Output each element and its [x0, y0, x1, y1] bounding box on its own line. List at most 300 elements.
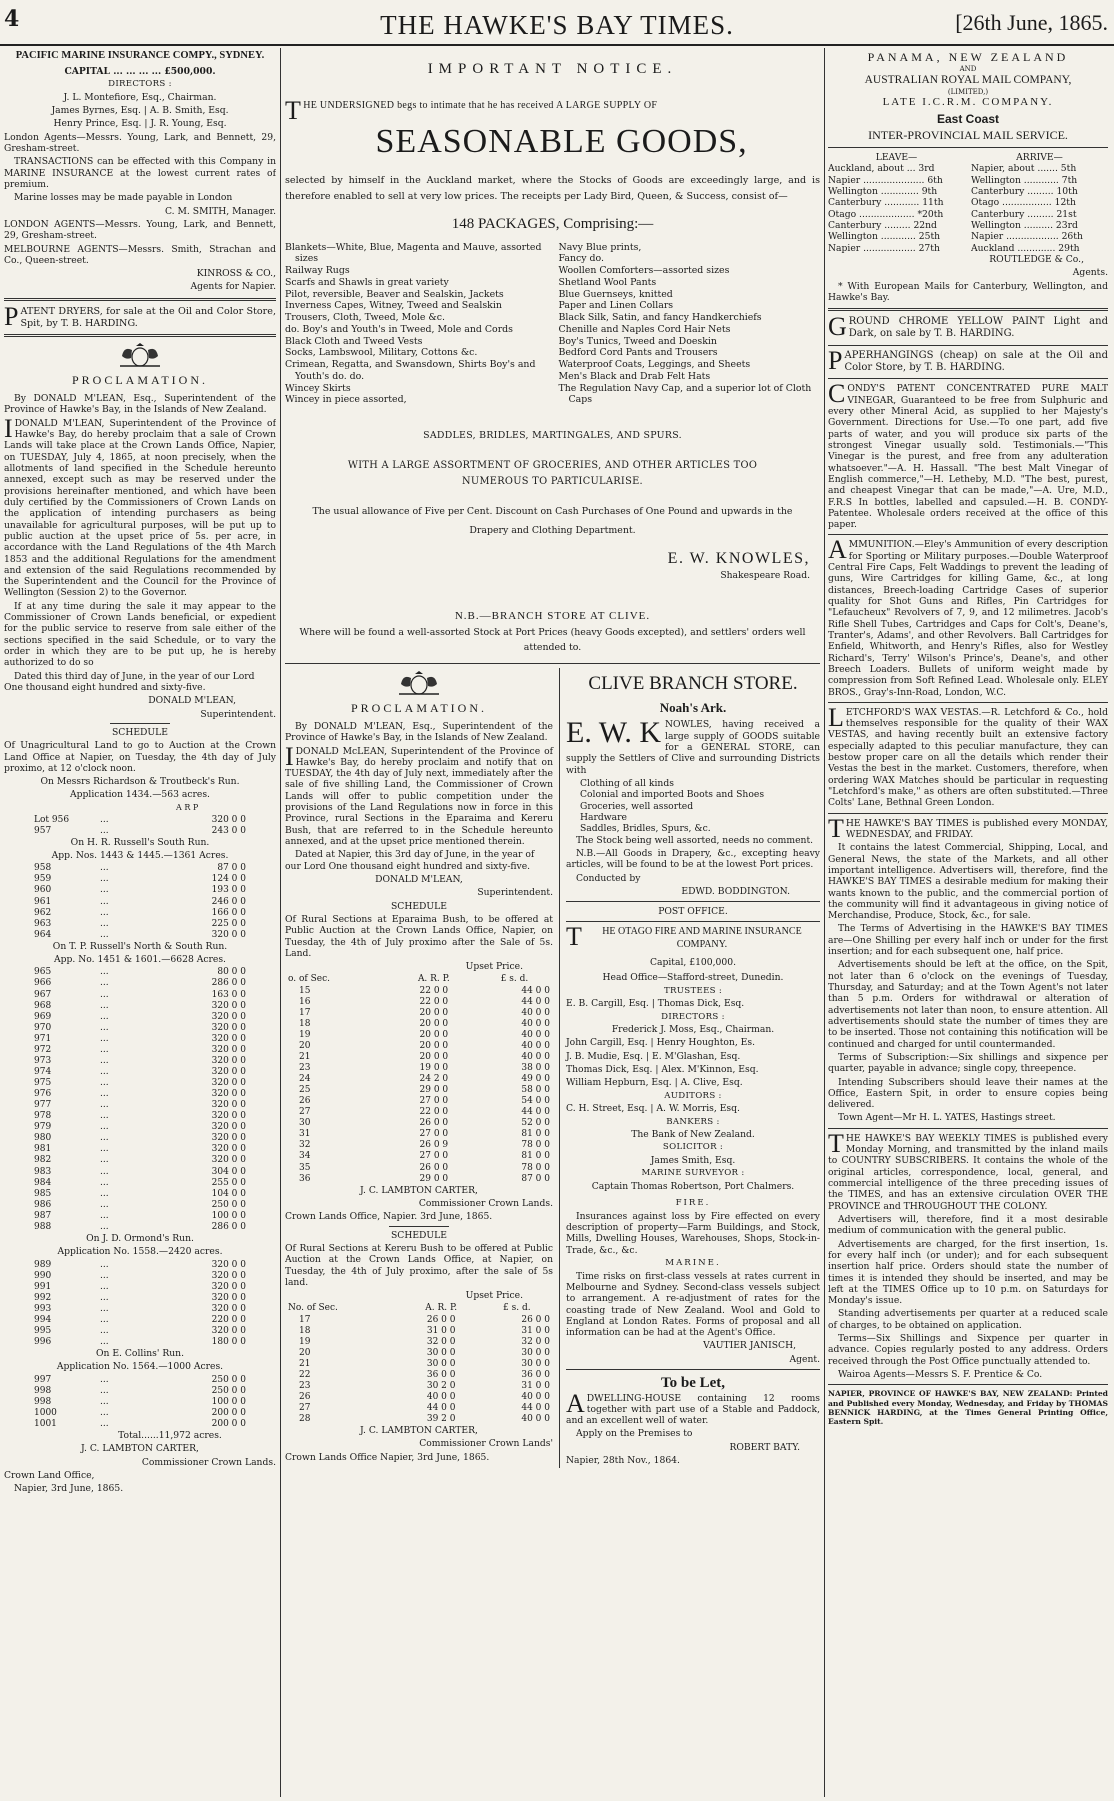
lot-acres: 100 0 0	[211, 1396, 246, 1407]
table-row	[4, 1178, 249, 1189]
surveyor-heading: MARINE SURVEYOR :	[641, 1168, 745, 1179]
run-heading: On H. R. Russell's South Run.	[70, 836, 210, 848]
table-row	[4, 967, 249, 978]
lot-acres: 320 0 0	[211, 1281, 246, 1292]
section-price: 40 0 0	[521, 1414, 550, 1425]
auditors-line: C. H. Street, Esq. | A. W. Morris, Esq.	[566, 1103, 740, 1115]
noahs-ark: Noah's Ark.	[659, 699, 727, 715]
to-let-apply: Apply on the Premises to	[576, 1428, 693, 1440]
signature-title: Superintendent.	[200, 708, 276, 720]
signature-title: Superintendent.	[477, 887, 553, 899]
otago-title: THE OTAGO FIRE AND MARINE INSURANCE COMPANY.	[566, 922, 802, 952]
lot-acres: 220 0 0	[211, 1314, 246, 1325]
table-row	[4, 1056, 249, 1067]
section-number: 17	[299, 1007, 311, 1018]
table-row	[4, 1078, 249, 1089]
lower-middle-right	[566, 668, 820, 1468]
section-number: 36	[299, 1173, 311, 1184]
lot-acres: 320 0 0	[211, 1111, 246, 1122]
lot-number: 968	[34, 1000, 52, 1011]
lot-dots: ...	[100, 1166, 109, 1177]
commissioner-title: Commissioner Crown Lands.	[418, 1197, 553, 1209]
goods-item: Paper and Linen Collars	[558, 300, 674, 312]
table-row	[4, 815, 249, 826]
shakespeare-road: Shakespeare Road.	[720, 570, 810, 582]
lot-dots: ...	[100, 874, 109, 885]
lot-number: 981	[34, 1144, 52, 1155]
bank: The Bank of New Zealand.	[631, 1129, 755, 1141]
section-area: 27 0 0	[419, 1096, 449, 1107]
lot-dots: ...	[100, 1199, 109, 1210]
table-row	[285, 1063, 553, 1074]
leave-arrive-heads	[828, 152, 1108, 163]
goods-item: Black Silk, Satin, and fancy Handkerchiefs	[558, 312, 762, 324]
goods-item: Boy's Tunics, Tweed and Doeskin	[558, 335, 717, 347]
table-row	[285, 1163, 553, 1174]
notice-heading: IMPORTANT NOTICE.	[427, 61, 678, 77]
lot-dots: ...	[100, 1336, 109, 1347]
table-row	[4, 1012, 249, 1023]
table-row	[4, 885, 249, 896]
section-area: 26 0 0	[419, 1118, 449, 1129]
section-area: 22 0 0	[419, 1107, 449, 1118]
to-let-ad	[566, 1374, 820, 1466]
table-row	[4, 930, 249, 941]
lot-acres: 163 0 0	[211, 989, 246, 1000]
times-terms	[828, 813, 1108, 1124]
clive-item: Clothing of all kinds	[580, 778, 674, 790]
section-area: 32 0 0	[426, 1336, 456, 1347]
clive-item: Groceries, well assorted	[580, 800, 694, 812]
leave-cell: Canterbury ............ 11th	[828, 197, 944, 209]
arrive-cell: Wellington .......... 23rd	[971, 220, 1078, 231]
condy-vinegar-ad: CONDY'S PATENT CONCENTRATED PURE MALT VINEGAR, Guaranteed to be free from Sulphuric and every other Mineral Acid, as supplied to her Majesty's Government. Directions for Use.—To one part, add five parts of water, and you will produce six parts of the strongest Vinegar usually sold. Testimonials.—"This Vinegar is the purest, and free from any adulteration whatsoever."—A. H. Hassall. "The best Malt Vinegar of English commerce,"—H. Letheby, M.D. "The best, purest, and cheapest Vinegar that can be made,"—A. Ure, M.D., F.R.S In bottles, labelled and capsuled.—H. B. CONDY-Patentee. Wholesale orders received at the office of this paper.	[828, 379, 1108, 531]
weekly-times	[828, 1128, 1108, 1381]
lot-dots: ...	[100, 1089, 109, 1100]
lots-table	[4, 967, 249, 1233]
lot-acres: 104 0 0	[211, 1188, 246, 1199]
goods-item: The Regulation Navy Cap, and a superior lot of Cloth Caps	[558, 382, 812, 406]
seasonable-goods: SEASONABLE GOODS,	[375, 122, 748, 160]
lot-number: 984	[34, 1177, 52, 1188]
lot-number: 979	[34, 1122, 52, 1133]
goods-item: Wincey in piece assorted,	[285, 394, 407, 406]
lot-dots: ...	[100, 1033, 109, 1044]
schedule-heading: SCHEDULE	[391, 1229, 447, 1241]
section-number: 23	[299, 1380, 311, 1391]
lot-number: 994	[34, 1314, 52, 1325]
lot-number: 972	[34, 1044, 52, 1055]
schedule-heading: SCHEDULE	[391, 900, 447, 912]
divider	[828, 1128, 1108, 1129]
lot-dots: ...	[100, 1177, 109, 1188]
lot-acres: 243 0 0	[211, 825, 246, 836]
section-number: 20	[299, 1347, 311, 1358]
lot-dots: ...	[100, 1100, 109, 1111]
lot-number: 977	[34, 1100, 52, 1111]
divider	[828, 147, 1108, 148]
section-price: 36 0 0	[521, 1369, 550, 1380]
marine-body: Time risks on first-class vessels at rates current in Melbourne and Sydney. Second-class vessels subject to arrangement. A re-adjustment of rates for the coasting trade of New Zealand. Wool and Gold to England at London Rates. Forms of proposal and all information can be had at the Agent's Office.	[566, 1270, 820, 1339]
royal-crest-icon	[118, 342, 162, 368]
proclamation-by: By DONALD M'LEAN, Esq., Superintendent of the Province of Hawke's Bay, in the Islands of New Zealand.	[285, 720, 553, 744]
section-area: 20 0 0	[419, 1018, 449, 1029]
london-agents: London Agents—Messrs. Young, Lark, and Bennett, 29, Gresham-street.	[4, 131, 276, 155]
goods-item: Scarfs and Shawls in great variety	[285, 276, 449, 288]
divider	[389, 1226, 449, 1227]
table-row	[4, 897, 249, 908]
otago-capital: Capital, £100,000.	[649, 957, 737, 969]
clive-nb: N.B.—All Goods in Drapery, &c., excepting heavy articles, will be found to be at the lowest Port prices.	[566, 847, 820, 871]
table-row	[4, 1222, 249, 1233]
table-row	[285, 1348, 553, 1359]
divider	[566, 1369, 820, 1370]
section-number: 25	[299, 1085, 311, 1096]
section-number: 21	[299, 1358, 311, 1369]
lot-number: 976	[34, 1089, 52, 1100]
table-row	[4, 1386, 249, 1397]
lot-acres: 250 0 0	[211, 1385, 246, 1396]
table-row	[285, 1140, 553, 1151]
chairman: J. L. Montefiore, Esq., Chairman.	[63, 91, 217, 103]
lot-acres: 250 0 0	[211, 1374, 246, 1385]
lot-acres: 320 0 0	[211, 1011, 246, 1022]
lot-dots: ...	[100, 1022, 109, 1033]
solicitor-heading: SOLICITOR :	[662, 1142, 724, 1153]
section-number: 23	[299, 1062, 311, 1073]
lot-dots: ...	[100, 1374, 109, 1385]
table-row	[4, 1375, 249, 1386]
application-heading: App. Nos. 1443 & 1445.—1361 Acres.	[51, 850, 229, 862]
lot-dots: ...	[100, 1292, 109, 1303]
divider	[828, 813, 1108, 814]
lot-acres: 320 0 0	[211, 1303, 246, 1314]
table-row	[285, 1359, 553, 1370]
lot-dots: ...	[100, 1078, 109, 1089]
divider	[4, 298, 276, 301]
section-number: 18	[299, 1018, 311, 1029]
section-number: 15	[299, 985, 311, 996]
column-left	[4, 50, 276, 1797]
lot-dots: ...	[100, 989, 109, 1000]
lot-dots: ...	[100, 1407, 109, 1418]
table-row	[285, 1337, 553, 1348]
lot-acres: 100 0 0	[211, 1210, 246, 1221]
patent-dryers-ad: PATENT DRYERS, for sale at the Oil and Color Store, Spit, by T. B. HARDING.	[4, 301, 276, 331]
lot-dots: ...	[100, 1314, 109, 1325]
arrive-cell: Otago ................. 12th	[971, 197, 1076, 209]
royal-crest-icon	[397, 670, 441, 696]
panama-and: AND	[959, 64, 977, 73]
table-row	[285, 1414, 553, 1425]
signature: DONALD M'LEAN,	[375, 873, 463, 885]
signature: DONALD M'LEAN,	[148, 695, 236, 707]
goods-item: Fancy do.	[558, 253, 604, 265]
table-row	[285, 1392, 553, 1403]
routledge: ROUTLEDGE & Co.,	[989, 253, 1084, 265]
section-price: 40 0 0	[521, 1018, 550, 1029]
mail-row	[828, 163, 1108, 174]
schedule-description: Of Rural Sections at Eparaima Bush, to be offered at Public Auction at the Crown Lands Office, Napier, on Tuesday, the 4th of July proximo after the Sale of 5s. Land.	[285, 913, 553, 959]
section-price: 54 0 0	[521, 1096, 550, 1107]
table-row	[4, 1067, 249, 1078]
panama-limited: (LIMITED,)	[947, 87, 989, 96]
section-number: 26	[299, 1391, 311, 1402]
column-divider	[824, 48, 825, 1797]
goods-item: Shetland Wool Pants	[558, 276, 657, 288]
lot-acres: 320 0 0	[211, 1033, 246, 1044]
section-number: 17	[299, 1314, 311, 1325]
directors-line: Henry Prince, Esq. | J. R. Young, Esq.	[53, 118, 227, 130]
page-number: 4	[4, 6, 20, 32]
arp-header: A R P	[176, 802, 199, 812]
section-price: 81 0 0	[521, 1151, 550, 1162]
table-row	[4, 1111, 249, 1122]
table-row	[4, 1315, 249, 1326]
issue-date: [26th June, 1865.	[955, 10, 1108, 35]
marine-heading: MARINE.	[665, 1258, 721, 1269]
divider	[566, 921, 820, 922]
lot-acres: 320 0 0	[211, 1078, 246, 1089]
lot-dots: ...	[100, 918, 109, 929]
lot-dots: ...	[100, 1221, 109, 1232]
lot-number: 988	[34, 1221, 52, 1232]
lot-acres: 255 0 0	[211, 1177, 246, 1188]
panama-mail-ad	[828, 50, 1108, 303]
times-para: Advertisements should be left at the office, on the Spit, not later than 6 o'clock on the evenings of Tuesday, Thursday, and Saturday; and at the Town Agent's not later than 5 p.m. Orders for withdrawal or alteration of advertisements not later than noon, to ensure attention. All advertisements should state the number of times they are to be inserted. Those not containing this notification will be continued and charged for until countermanded.	[828, 959, 1108, 1050]
ground-chrome-ad: GROUND CHROME YELLOW PAINT Light and Dark, on sale by T. B. HARDING.	[828, 312, 1108, 342]
table-header	[285, 974, 553, 985]
office-date: Napier, 3rd June, 1865.	[14, 1483, 124, 1495]
lot-acres: 286 0 0	[211, 1221, 246, 1232]
trustees-line: E. B. Cargill, Esq. | Thomas Dick, Esq.	[566, 998, 745, 1010]
lot-dots: ...	[100, 814, 109, 825]
lot-number: 987	[34, 1210, 52, 1221]
lot-dots: ...	[100, 1385, 109, 1396]
directors-line: Thomas Dick, Esq. | Alex. M'Kinnon, Esq.	[566, 1064, 759, 1076]
lot-number: 992	[34, 1292, 52, 1303]
chairman: Frederick J. Moss, Esq., Chairman.	[611, 1024, 775, 1036]
table-row	[4, 874, 249, 885]
lot-number: 983	[34, 1166, 52, 1177]
table-row	[285, 1041, 553, 1052]
column-right	[828, 50, 1108, 1797]
goods-list-left	[285, 242, 547, 407]
proclamation-dated: Dated at Napier, this 3rd day of June, in the year of our Lord One thousand eight hundred and sixty-five.	[285, 849, 535, 872]
lot-number: 974	[34, 1066, 52, 1077]
table-row	[285, 1107, 553, 1118]
section-area: 30 0 0	[426, 1358, 456, 1369]
leave-cell: Canterbury ......... 22nd	[828, 220, 937, 231]
weekly-para: Advertisers will, therefore, find it a most desirable medium of communication with the general public.	[828, 1213, 1108, 1237]
lot-dots: ...	[100, 1210, 109, 1221]
table-row	[4, 863, 249, 874]
table-row	[4, 990, 249, 1001]
directors-line: James Byrnes, Esq. | A. B. Smith, Esq.	[51, 105, 229, 117]
goods-item: Navy Blue prints,	[558, 241, 642, 253]
lot-acres: 286 0 0	[211, 978, 246, 989]
lot-number: 1001	[34, 1418, 57, 1429]
lot-dots: ...	[100, 1055, 109, 1066]
groceries-line: WITH A LARGE ASSORTMENT OF GROCERIES, AND OTHER ARTICLES TOO NUMEROUS TO PARTICULARISE.	[347, 459, 758, 488]
section-price: 49 0 0	[521, 1074, 550, 1085]
table-row	[4, 1189, 249, 1200]
section-price: 44 0 0	[521, 1403, 550, 1414]
section-number: 21	[299, 1051, 311, 1062]
lot-number: 957	[34, 825, 52, 836]
table-row	[285, 1129, 553, 1140]
weekly-para: Terms—Six Shillings and Sixpence per quarter in advance. Copies regularly posted to any address. Orders received through the Post Office punctually attended to.	[828, 1333, 1108, 1367]
marine-losses: Marine losses may be made payable in London	[14, 192, 233, 204]
divider	[828, 345, 1108, 346]
directors-heading: DIRECTORS :	[108, 79, 172, 90]
to-let-date: Napier, 28th Nov., 1864.	[566, 1455, 680, 1467]
lot-acres: 320 0 0	[211, 1325, 246, 1336]
times-para: It contains the latest Commercial, Shipping, Local, and General News, the state of the Markets, and all other important intelligence. Advertisers will, therefore, find the HAWKE'S BAY TIMES a desirable medium for making their wants known to the public, and the commercial portion of the community will find it advantageous in giving notice of Merchandise, Produce, Stock, &c., for sale.	[828, 842, 1108, 922]
melbourne-agents: MELBOURNE AGENTS—Messrs. Smith, Strachan and Co., Queen-street.	[4, 243, 276, 266]
lot-number: 961	[34, 896, 52, 907]
office-line: Crown Lands Office, Napier. 3rd June, 1865.	[285, 1211, 493, 1223]
lot-acres: 320 0 0	[211, 1259, 246, 1270]
table-row	[4, 1271, 249, 1282]
section-area: 19 0 0	[419, 1062, 449, 1073]
run-heading: On E. Collins' Run.	[95, 1348, 185, 1360]
lot-dots: ...	[100, 1066, 109, 1077]
panama-aus: AUSTRALIAN ROYAL MAIL COMPANY,	[864, 74, 1072, 87]
paperhangings-ad: PAPERHANGINGS (cheap) on sale at the Oil and Color Store, by T. B. HARDING.	[828, 345, 1108, 375]
solicitor: James Smith, Esq.	[650, 1155, 736, 1167]
table-row	[285, 1019, 553, 1030]
weekly-para: Standing advertisements per quarter at a reduced scale of charges, to be obtained on application.	[828, 1308, 1108, 1331]
section-area: 20 0 0	[419, 1007, 449, 1018]
table-row	[4, 1408, 249, 1419]
section-area: 27 0 0	[419, 1151, 449, 1162]
table-row	[285, 1008, 553, 1019]
section-number: 27	[299, 1403, 311, 1414]
proclamation-dated: Dated this third day of June, in the year of our Lord One thousand eight hundred and sixty-five.	[4, 670, 255, 693]
commissioner-name: J. C. LAMBTON CARTER,	[81, 1443, 199, 1455]
section-price: 40 0 0	[521, 1007, 550, 1018]
section-area: 26 0 9	[419, 1140, 449, 1151]
section-number: 27	[299, 1107, 311, 1118]
lot-dots: ...	[100, 1418, 109, 1429]
lot-number: 970	[34, 1022, 52, 1033]
section-area: 20 0 0	[419, 1040, 449, 1051]
lot-acres: 320 0 0	[211, 1270, 246, 1281]
section-number: 35	[299, 1162, 311, 1173]
arrive-cell: Napier, about ....... 5th	[971, 163, 1077, 175]
office-line: Crown Lands Office Napier, 3rd June, 1865.	[285, 1451, 490, 1463]
clive-branch-ad	[566, 672, 820, 897]
commissioner-title: Commissioner Crown Lands'	[419, 1438, 553, 1450]
lot-dots: ...	[100, 978, 109, 989]
section-price: 32 0 0	[521, 1336, 550, 1347]
lot-acres: 320 0 0	[211, 1133, 246, 1144]
leave-cell: Napier ..................... 6th	[828, 174, 943, 186]
arrive-cell: Napier .................. 26th	[971, 231, 1083, 243]
table-row	[4, 1167, 249, 1178]
times-para: Terms of Subscription:—Six shillings and sixpence per quarter, payable in advance; single copy, threepence.	[828, 1051, 1108, 1075]
section-number: 19	[299, 1336, 311, 1347]
divider	[4, 334, 276, 337]
table-row	[4, 1397, 249, 1408]
lot-dots: ...	[100, 1122, 109, 1133]
kereru-table	[285, 1303, 553, 1425]
goods-item: Railway Rugs	[285, 265, 350, 277]
table-row	[285, 1403, 553, 1414]
leave-heading: LEAVE—	[875, 152, 918, 164]
table-row	[4, 908, 249, 919]
lot-dots: ...	[100, 1044, 109, 1055]
newspaper-title: THE HAWKE'S BAY TIMES.	[380, 10, 734, 40]
header-cell: A. R. P.	[417, 974, 450, 985]
table-row	[4, 1133, 249, 1144]
arrive-cell: Canterbury ......... 10th	[971, 186, 1078, 198]
section-area: 29 0 0	[419, 1173, 449, 1184]
section-area: 20 0 0	[419, 1051, 449, 1062]
lot-number: 997	[34, 1374, 52, 1385]
fire-body: Insurances against loss by Fire effected on every description of property—Farm Buildings, and Stock, Mills, Dwelling Houses, Warehouses, Shops, Stock-in-Trade, &c., &c.	[566, 1210, 820, 1256]
table-row	[4, 1211, 249, 1222]
lot-acres: 193 0 0	[211, 885, 246, 896]
mail-row	[828, 243, 1108, 254]
section-number: 24	[299, 1074, 311, 1085]
lot-number: 989	[34, 1259, 52, 1270]
table-row	[4, 1304, 249, 1315]
application-heading: Application No. 1558.—2420 acres.	[57, 1246, 223, 1258]
run-heading: On J. D. Ormond's Run.	[86, 1232, 194, 1244]
goods-item: Wincey Skirts	[285, 382, 351, 394]
header-cell: A. R. P.	[425, 1303, 458, 1314]
lot-acres: 225 0 0	[211, 918, 246, 929]
arrive-cell: Auckland ............. 29th	[971, 242, 1080, 254]
header-cell: o. of Sec.	[288, 974, 330, 985]
schedule-description: Of Unagricultural Land to go to Auction at the Crown Land Office at Napier, on Tuesday, the 4th day of July proximo, at 12 o'clock noon.	[4, 740, 276, 774]
divider	[285, 663, 820, 664]
lot-number: 959	[34, 874, 52, 885]
lower-middle	[285, 668, 820, 1468]
section-price: 40 0 0	[521, 1040, 550, 1051]
lot-dots: ...	[100, 896, 109, 907]
agents: Agents.	[1072, 267, 1108, 279]
lot-acres: 320 0 0	[211, 1066, 246, 1077]
section-price: 44 0 0	[521, 1107, 550, 1118]
lot-number: 982	[34, 1155, 52, 1166]
to-let-body: ADWELLING-HOUSE containing 12 rooms together with part use of a Stable and Paddock, and an excellent well of water.	[566, 1388, 820, 1427]
conducted-by: Conducted by	[576, 872, 641, 884]
table-row	[4, 1144, 249, 1155]
goods-item: Woollen Comforters—assorted sizes	[558, 265, 730, 277]
table-row	[4, 1155, 249, 1166]
section-price: 30 0 0	[521, 1358, 550, 1369]
lot-number: 975	[34, 1078, 52, 1089]
table-row	[4, 1200, 249, 1211]
lot-dots: ...	[100, 1259, 109, 1270]
east-coast: East Coast	[936, 111, 1000, 126]
lot-acres: 200 0 0	[211, 1418, 246, 1429]
proclamation-by: By DONALD M'LEAN, Esq., Superintendent of the Province of Hawke's Bay, in the Islands of New Zealand.	[4, 393, 276, 416]
lot-number: 986	[34, 1199, 52, 1210]
proclamation-body-2: If at any time during the sale it may appear to the Commissioner of Crown Lands beneficial, or expedient for the public service to reserve from sale either of the sections specified in the said Schedule, or to vary the order in which they are to be put up, he is hereby authorized to do so	[4, 600, 276, 669]
table-row	[4, 1122, 249, 1133]
table-row	[4, 1326, 249, 1337]
letchford-ad: LETCHFORD'S WAX VESTAS.—R. Letchford & Co., hold themselves responsible for the quality of their WAX VESTAS, and having recently built an extensive factory especially adapted to this peculiar manufacture, they can bestow proper care on all the details which render their Vestas the best in the market. Customers, therefore, when ordering WAX Matches should be particular in requesting "Letchford's make," as others are often substituted.—Three Colts' Lane, Bethnal Green London.	[828, 702, 1108, 809]
section-price: 40 0 0	[521, 1051, 550, 1062]
table-row	[4, 1100, 249, 1111]
inter-provincial: INTER-PROVINCIAL MAIL SERVICE.	[868, 128, 1068, 143]
directors-line: John Cargill, Esq. | Henry Houghton, Es.	[566, 1037, 756, 1049]
ammunition-ad: AMMUNITION.—Eley's Ammunition of every description for Sporting or Military purposes.—Double Waterproof Central Fire Caps, Felt Waddings to prevent the leading of guns, Wire Cartridges for killing Game, &c., at long distances, Breech-loading Cartridge Cases of superior quality for Shot Guns and Rifles, Pin Cartridges for "Lefaucheux" Revolvers of 7, 9, and 12 milimetres. Jacob's Rifle Shell Tubes, Cartridges and Caps for Colt's, Deane's, Tranter's, Adams', and other Revolvers. Ball Cartridges for Enfield, Whitworth, and Henry's Rifles, also for Westley Richard's, Terry' Wilson's Prince's, Deane's, and other Breech Loaders. Bullets of uniform weight made by compression from Soft Refined Lead. Wholesale only. ELEY BROS., Gray's-Inn-Road, London, W.C.	[828, 535, 1108, 698]
